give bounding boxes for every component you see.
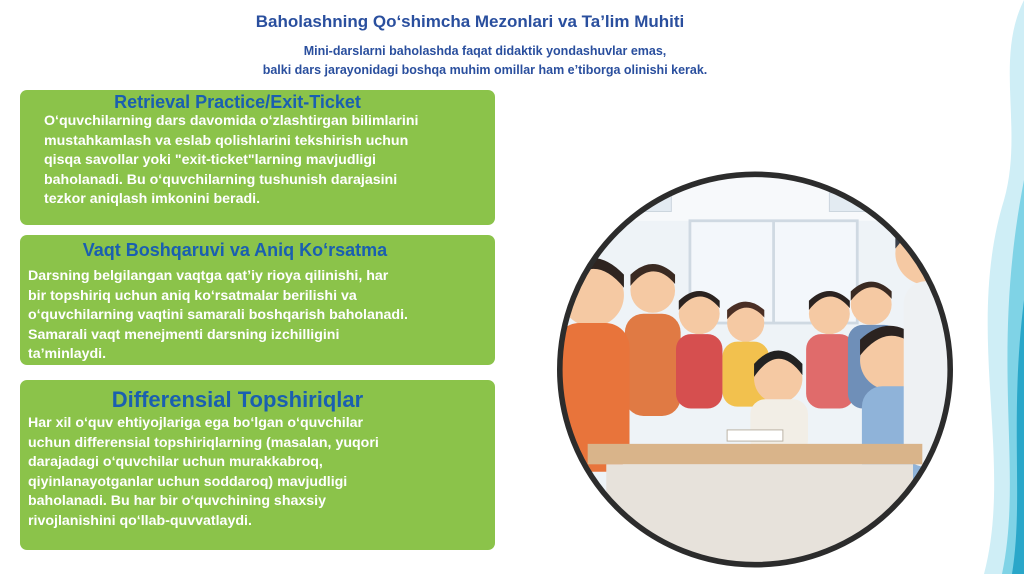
card-line: qiyinlanayotganlar uchun soddaroq) mavjudligi bbox=[28, 473, 348, 490]
card-body bbox=[28, 112, 487, 210]
card-body bbox=[28, 267, 487, 365]
card-line: ta’minlaydi. bbox=[28, 346, 107, 362]
page-title: Baholashning Qo‘shimcha Mezonlari va Ta’lim Muhiti bbox=[255, 12, 685, 31]
card-line: baholanadi. Bu har bir o‘quvchining shaxsiy bbox=[28, 493, 326, 509]
card-title: Retrieval Practice/Exit-Ticket bbox=[114, 92, 361, 112]
card-line: mustahkamlash va eslab qolishlarini tekshirish uchun bbox=[44, 132, 409, 149]
page-subtitle bbox=[190, 42, 780, 80]
card-line: tezkor aniqlash imkonini beradi. bbox=[44, 191, 261, 207]
card-line: Har xil o‘quv ehtiyojlariga ega bo‘lgan o‘quvchilar bbox=[28, 415, 364, 431]
card-line: uchun differensial topshiriqlarning (masalan, yuqori bbox=[28, 434, 379, 451]
subtitle-line: Mini-darslarni baholashda faqat didaktik yondashuvlar emas, bbox=[303, 44, 667, 58]
card-line: o‘quvchilarning vaqtini samarali boshqarish baholanadi. bbox=[28, 307, 408, 323]
card-line: O‘quvchilarning dars davomida o‘zlashtirgan bilimlarini bbox=[44, 113, 419, 129]
subtitle-line: balki dars jarayonidagi boshqa muhim omillar ham e’tiborga olinishi kerak. bbox=[262, 63, 708, 77]
classroom-students-illustration bbox=[535, 165, 975, 574]
card-title: Differensial Topshiriqlar bbox=[111, 387, 364, 412]
criteria-card-time-management bbox=[20, 235, 495, 365]
card-title: Vaqt Boshqaruvi va Aniq Ko‘rsatma bbox=[82, 240, 388, 260]
card-line: qisqa savollar yoki "exit-ticket"larning mavjudligi bbox=[44, 152, 376, 168]
card-line: Samarali vaqt menejmenti darsning izchilligini bbox=[28, 326, 340, 343]
criteria-card-retrieval bbox=[20, 90, 495, 225]
card-line: baholanadi. Bu o‘quvchilarning tushunish darajasini bbox=[44, 171, 398, 188]
card-line: rivojlanishini qo‘llab-quvvatlaydi. bbox=[28, 512, 252, 529]
card-line: bir topshiriq uchun aniq ko‘rsatmalar berilishi va bbox=[28, 287, 357, 304]
card-line: darajadagi o‘quvchilar uchun murakkabroq, bbox=[28, 454, 323, 470]
criteria-card-differentiated bbox=[20, 380, 495, 550]
card-line: Darsning belgilangan vaqtga qat’iy rioya qilinishi, har bbox=[28, 268, 389, 284]
card-body bbox=[28, 414, 487, 531]
